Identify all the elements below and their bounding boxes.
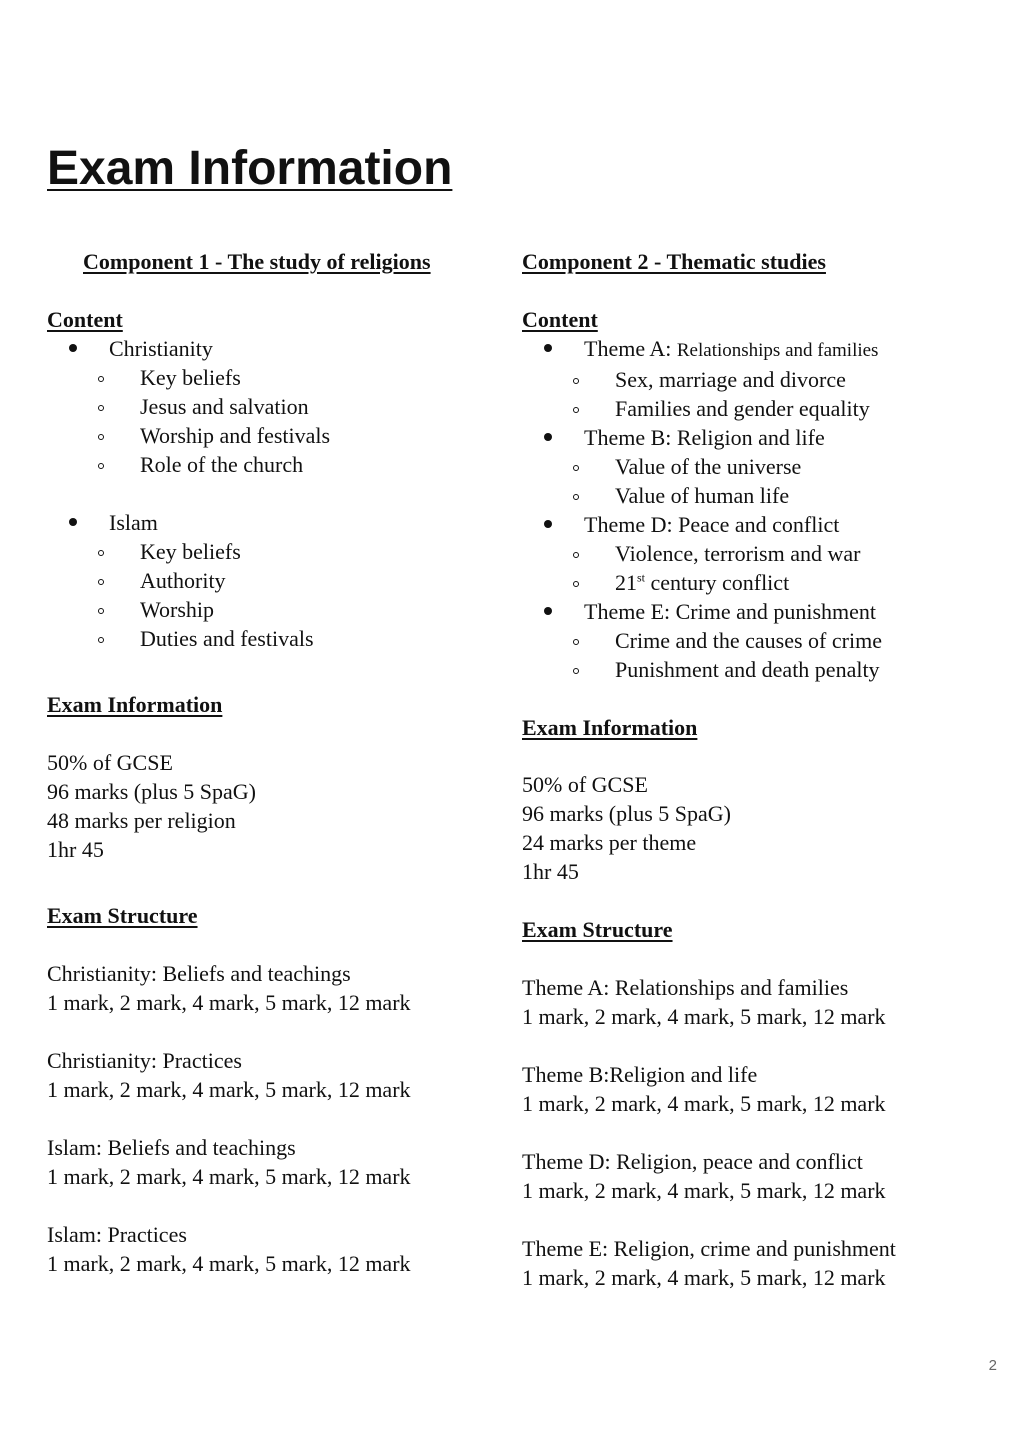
structure-marks: 1 mark, 2 mark, 4 mark, 5 mark, 12 mark <box>47 1077 411 1102</box>
list-item: Duties and festivals <box>47 624 497 653</box>
page-title: Exam Information <box>47 142 453 195</box>
list-item: Crime and the causes of crime <box>522 626 992 655</box>
list-item-theme-d: Theme D: Peace and conflict <box>522 510 992 539</box>
list-item: Value of human life <box>522 481 992 510</box>
list-item-theme-a <box>522 334 992 365</box>
list-item: Families and gender equality <box>522 394 992 423</box>
exam-info-line: 50% of GCSE <box>47 750 173 775</box>
list-item-christianity: Christianity <box>47 334 497 363</box>
list-item: Violence, terrorism and war <box>522 539 992 568</box>
conflict-text: century conflict <box>645 570 790 595</box>
structure-marks: 1 mark, 2 mark, 4 mark, 5 mark, 12 mark <box>47 990 411 1015</box>
theme-a-name: Relationships and families <box>676 340 879 361</box>
structure-title: Islam: Practices <box>47 1222 187 1247</box>
structure-title: Theme B:Religion and life <box>522 1062 758 1087</box>
list-item-theme-b: Theme B: Religion and life <box>522 423 992 452</box>
conflict-suffix: st <box>637 570 646 585</box>
list-item <box>522 568 992 597</box>
exam-info-line: 48 marks per religion <box>47 808 236 833</box>
exam-info-line: 96 marks (plus 5 SpaG) <box>522 801 731 826</box>
exam-info-line: 50% of GCSE <box>522 772 648 797</box>
list-item: Jesus and salvation <box>47 392 497 421</box>
structure-marks: 1 mark, 2 mark, 4 mark, 5 mark, 12 mark <box>47 1251 411 1276</box>
structure-marks: 1 mark, 2 mark, 4 mark, 5 mark, 12 mark <box>522 1004 886 1029</box>
theme-a-prefix: Theme A: <box>584 336 677 361</box>
list-item: Authority <box>47 566 497 595</box>
list-item: Key beliefs <box>47 537 497 566</box>
structure-marks: 1 mark, 2 mark, 4 mark, 5 mark, 12 mark <box>522 1091 886 1116</box>
structure-marks: 1 mark, 2 mark, 4 mark, 5 mark, 12 mark <box>47 1164 411 1189</box>
component-2-column <box>522 247 992 1292</box>
list-item: Worship and festivals <box>47 421 497 450</box>
exam-structure-heading: Exam Structure <box>522 917 673 942</box>
conflict-number: 21 <box>615 570 637 595</box>
exam-structure-heading: Exam Structure <box>47 903 198 928</box>
list-item: Role of the church <box>47 450 497 479</box>
content-heading: Content <box>47 307 123 332</box>
exam-info-line: 1hr 45 <box>522 859 579 884</box>
exam-info-line: 1hr 45 <box>47 837 104 862</box>
list-item: Sex, marriage and divorce <box>522 365 992 394</box>
exam-info-heading: Exam Information <box>522 715 698 740</box>
structure-title: Islam: Beliefs and teachings <box>47 1135 296 1160</box>
component-1-column <box>47 247 497 1278</box>
exam-info-heading: Exam Information <box>47 692 223 717</box>
structure-marks: 1 mark, 2 mark, 4 mark, 5 mark, 12 mark <box>522 1178 886 1203</box>
structure-title: Theme A: Relationships and families <box>522 975 849 1000</box>
structure-title: Theme E: Religion, crime and punishment <box>522 1236 896 1261</box>
component-1-title: Component 1 - The study of religions <box>83 249 431 274</box>
component-2-title: Component 2 - Thematic studies <box>522 249 826 274</box>
content-heading: Content <box>522 307 598 332</box>
list-item: Punishment and death penalty <box>522 655 992 684</box>
list-item: Key beliefs <box>47 363 497 392</box>
list-item-theme-e: Theme E: Crime and punishment <box>522 597 992 626</box>
structure-title: Christianity: Practices <box>47 1048 242 1073</box>
exam-info-line: 96 marks (plus 5 SpaG) <box>47 779 256 804</box>
exam-info-line: 24 marks per theme <box>522 830 697 855</box>
structure-title: Christianity: Beliefs and teachings <box>47 961 351 986</box>
structure-title: Theme D: Religion, peace and conflict <box>522 1149 863 1174</box>
list-item-islam: Islam <box>47 508 497 537</box>
list-item: Worship <box>47 595 497 624</box>
list-item: Value of the universe <box>522 452 992 481</box>
structure-marks: 1 mark, 2 mark, 4 mark, 5 mark, 12 mark <box>522 1265 886 1290</box>
page-number: 2 <box>988 1357 997 1374</box>
